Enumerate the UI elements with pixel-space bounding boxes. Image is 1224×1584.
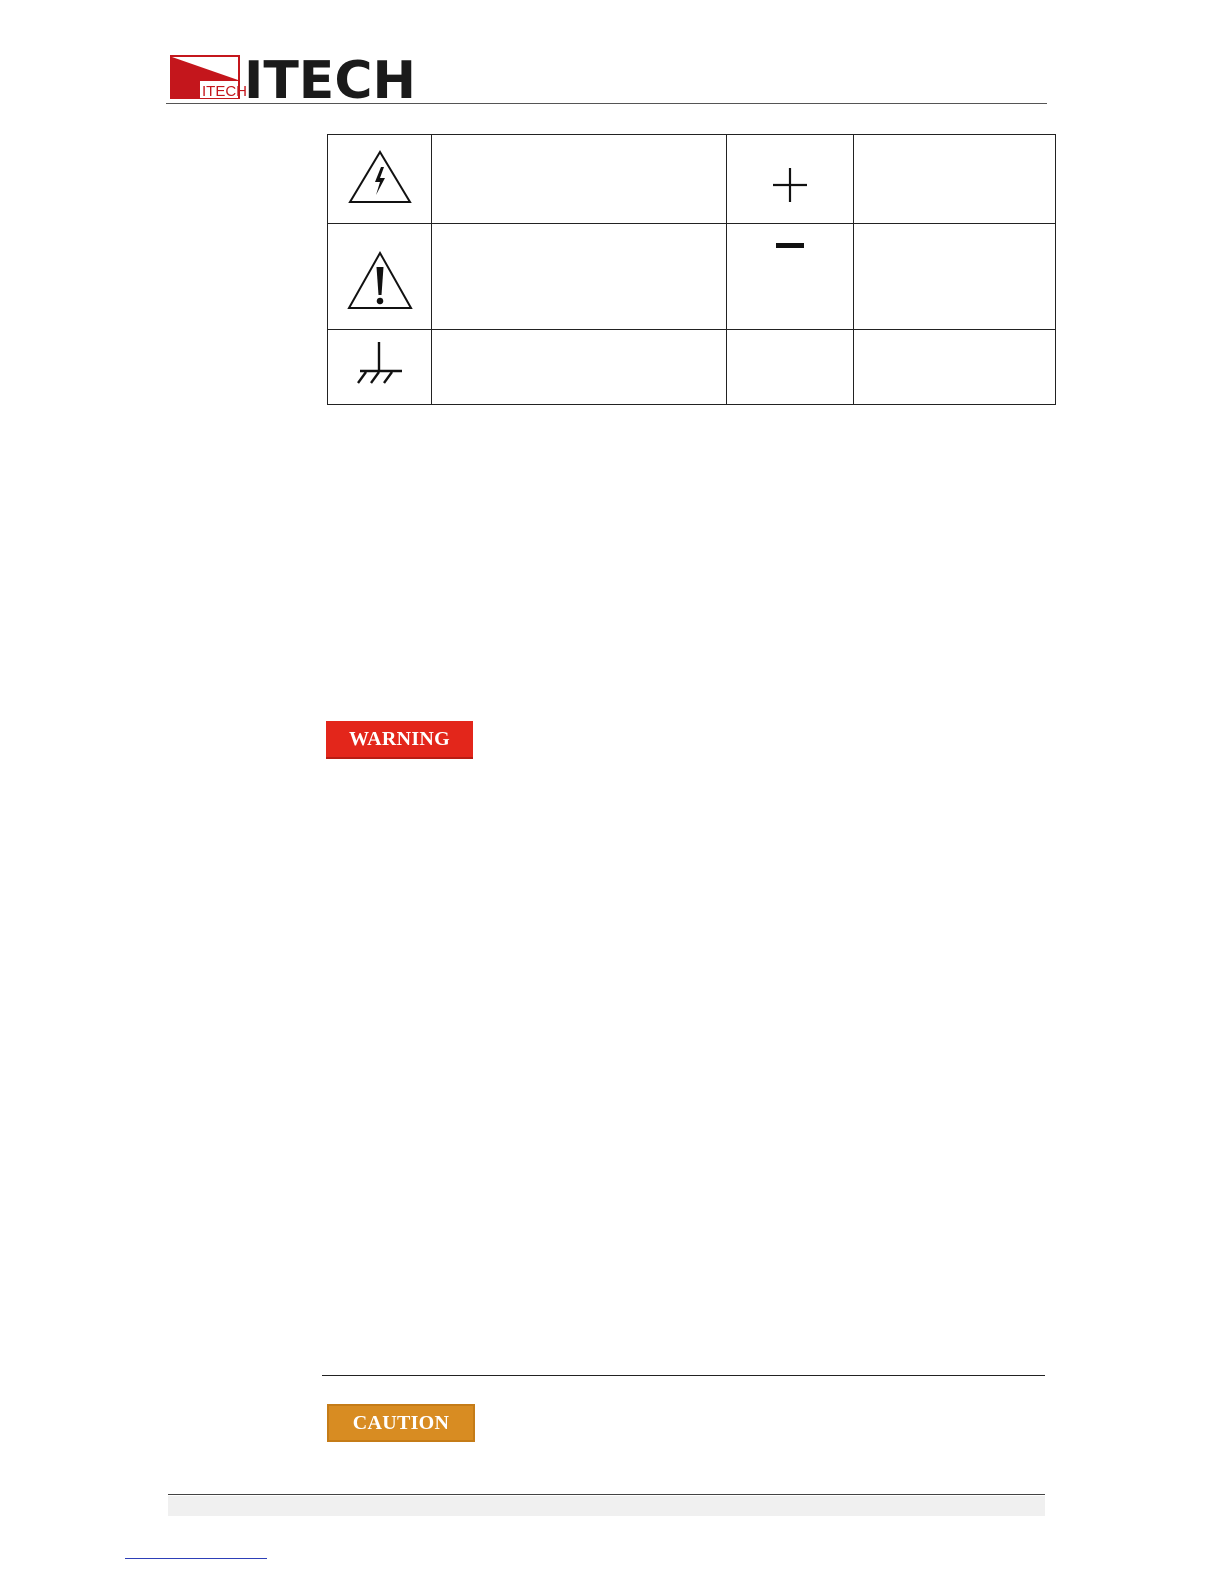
symbol-cell xyxy=(328,135,432,224)
symbol-cell xyxy=(328,224,432,329)
safety-symbols-table xyxy=(327,134,1056,405)
protective-ground-icon xyxy=(354,339,406,389)
caution-exclamation-icon xyxy=(346,250,414,312)
minus-icon xyxy=(775,241,805,251)
plus-icon xyxy=(770,165,810,205)
symbol-description xyxy=(432,329,727,404)
high-voltage-warning-icon xyxy=(347,149,413,205)
symbol-description xyxy=(854,224,1056,329)
logo-small-text: ITECH xyxy=(202,83,247,100)
symbol-cell xyxy=(727,329,854,404)
section-divider xyxy=(322,1375,1045,1376)
itech-logo xyxy=(170,54,420,100)
table-row xyxy=(328,224,1056,329)
symbol-description xyxy=(854,135,1056,224)
header-rule xyxy=(166,103,1047,104)
symbol-description xyxy=(432,224,727,329)
footer-band xyxy=(168,1496,1045,1516)
table-row xyxy=(328,135,1056,224)
warning-badge: WARNING xyxy=(326,721,473,759)
caution-badge: CAUTION xyxy=(327,1404,475,1442)
footer-rule xyxy=(168,1494,1045,1495)
symbol-cell xyxy=(727,135,854,224)
symbol-cell xyxy=(727,224,854,329)
logo-large-text: ITECH xyxy=(244,54,416,100)
symbol-description xyxy=(854,329,1056,404)
footer-link-underline[interactable] xyxy=(125,1558,267,1559)
symbol-description xyxy=(432,135,727,224)
symbol-cell xyxy=(328,329,432,404)
table-row xyxy=(328,329,1056,404)
